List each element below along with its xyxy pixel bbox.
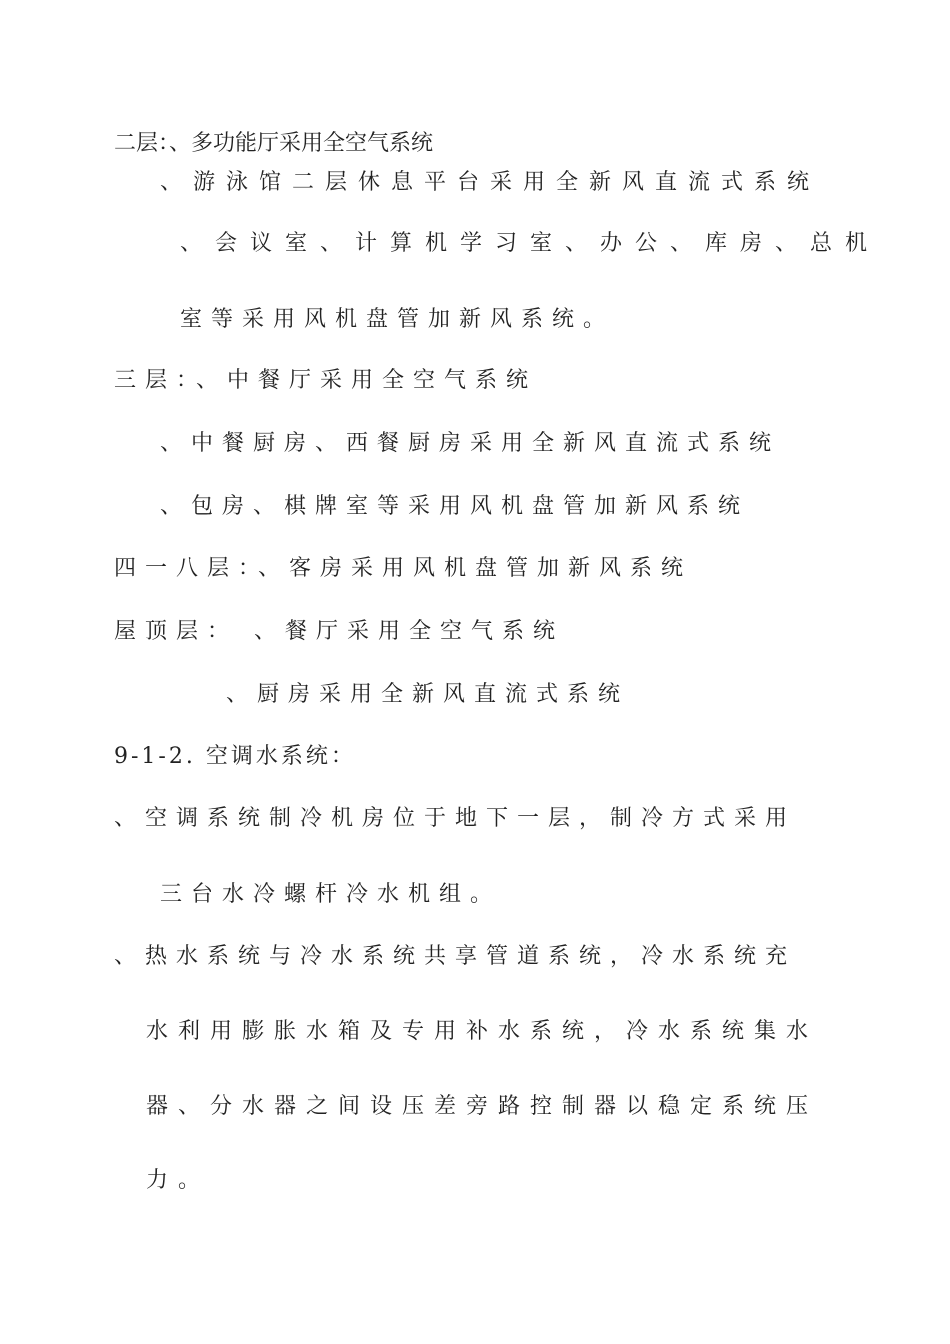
text-line-14: 、热水系统与冷水系统共享管道系统，冷水系统充 — [114, 944, 797, 969]
text-line-15: 水利用膨胀水箱及专用补水系统，冷水系统集水 — [146, 1019, 819, 1044]
text-line-17: 力。 — [146, 1168, 211, 1193]
text-line-12: 、空调系统制冷机房位于地下一层，制冷方式采用 — [114, 806, 797, 831]
text-line-6: 、中餐厨房、西餐厨房采用全新风直流式系统 — [160, 431, 781, 456]
text-line-5: 三层：、中餐厅采用全空气系统 — [114, 368, 538, 393]
text-line-2: 、游泳馆二层休息平台采用全新风直流式系统 — [160, 170, 821, 195]
text-line-7: 、包房、棋牌室等采用风机盘管加新风系统 — [160, 494, 750, 519]
text-line-3: 、会议室、计算机学习室、办公、库房、总机 — [180, 231, 881, 256]
text-line-8: 四一八层：、客房采用风机盘管加新风系统 — [114, 556, 693, 581]
text-line-13: 三台水冷螺杆冷水机组。 — [160, 882, 502, 907]
text-line-11: 9-1-2. 空调水系统： — [114, 744, 356, 769]
text-line-1: 二层：、多功能厅采用全空气系统 — [114, 131, 434, 156]
text-line-9: 屋顶层： 、餐厅采用全空气系统 — [114, 619, 564, 644]
text-line-16: 器、分水器之间设压差旁路控制器以稳定系统压 — [146, 1094, 819, 1119]
text-line-4: 室等采用风机盘管加新风系统。 — [180, 307, 615, 332]
text-line-10: 、厨房采用全新风直流式系统 — [226, 682, 630, 707]
